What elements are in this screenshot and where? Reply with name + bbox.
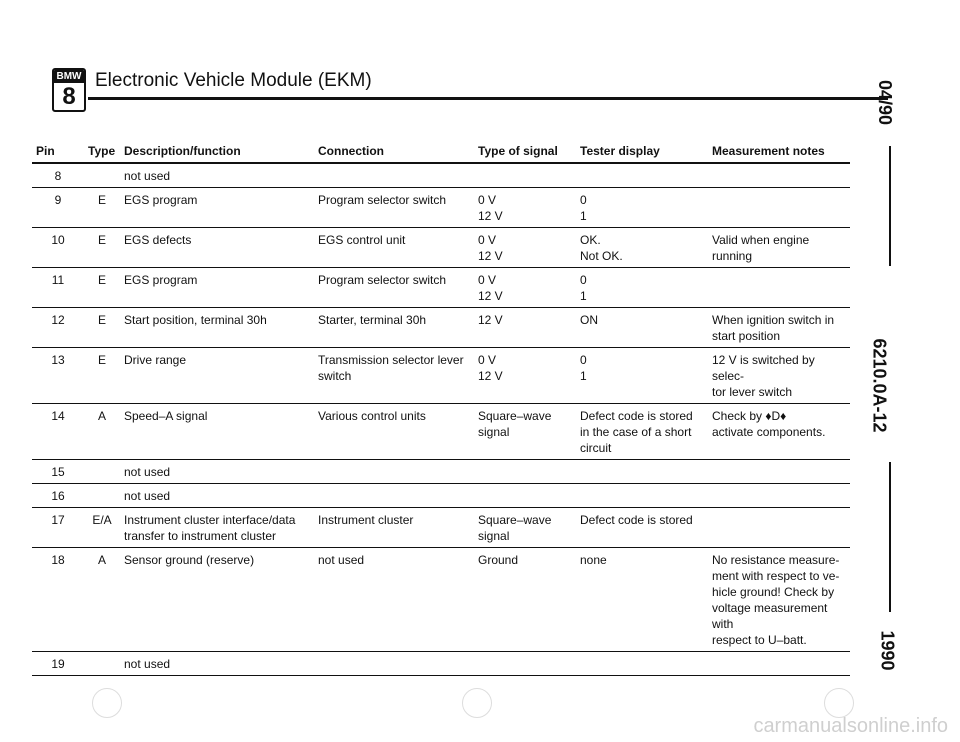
cell-line: 12 V	[478, 313, 503, 327]
cell-line: Transmission selector lever	[318, 353, 464, 367]
notes-cell	[708, 308, 850, 348]
description-cell	[120, 348, 314, 404]
type-cell	[84, 228, 120, 268]
cell-line: start position	[712, 329, 781, 343]
notes-cell	[708, 163, 850, 188]
table-body	[32, 163, 850, 676]
tester-cell	[576, 404, 708, 460]
cell-line: Speed–A signal	[124, 409, 208, 423]
cell-line: hicle ground! Check by	[712, 585, 835, 599]
cell-line: not used	[124, 489, 171, 503]
cell-line: 19	[51, 657, 65, 671]
table-row	[32, 308, 850, 348]
cell-line: 15	[51, 465, 65, 479]
notes-cell	[708, 348, 850, 404]
notes-cell	[708, 548, 850, 652]
signal-cell	[474, 652, 576, 676]
sidebar-page-code: 6210.0A-12	[869, 338, 890, 433]
connection-cell	[314, 308, 474, 348]
description-cell	[120, 460, 314, 484]
cell-line: Ground	[478, 553, 519, 567]
column-header: Measurement notes	[708, 141, 850, 163]
cell-line: ment with respect to ve-	[712, 569, 840, 583]
cell-line: E/A	[92, 513, 112, 527]
sidebar-divider	[889, 462, 891, 612]
connection-cell	[314, 268, 474, 308]
signal-cell	[474, 163, 576, 188]
tester-cell	[576, 188, 708, 228]
cell-line: E	[97, 193, 106, 207]
pin-cell	[32, 268, 84, 308]
binder-hole	[824, 688, 854, 718]
connection-cell	[314, 228, 474, 268]
cell-line: EGS defects	[124, 233, 192, 247]
table-row	[32, 228, 850, 268]
logo-number: 8	[62, 83, 76, 110]
cell-line: E	[97, 313, 106, 327]
cell-line: signal	[478, 425, 510, 439]
cell-line: 9	[54, 193, 62, 207]
tester-cell	[576, 460, 708, 484]
cell-line: When ignition switch in	[712, 313, 835, 327]
column-header: Pin	[32, 141, 84, 163]
type-cell	[84, 308, 120, 348]
tester-cell	[576, 484, 708, 508]
tester-cell	[576, 652, 708, 676]
cell-line: 8	[54, 169, 62, 183]
cell-line: 1	[580, 369, 587, 383]
cell-line: Defect code is stored	[580, 513, 693, 527]
sidebar-date: 04/90	[875, 79, 896, 126]
cell-line: 12 V	[478, 209, 503, 223]
notes-cell	[708, 268, 850, 308]
cell-line: A	[97, 409, 106, 423]
title-rule	[88, 97, 888, 100]
type-cell	[84, 404, 120, 460]
notes-cell	[708, 404, 850, 460]
column-header: Tester display	[576, 141, 708, 163]
connection-cell	[314, 652, 474, 676]
pin-cell	[32, 460, 84, 484]
tester-cell	[576, 308, 708, 348]
signal-cell	[474, 460, 576, 484]
table-row	[32, 348, 850, 404]
cell-line: Valid when engine running	[712, 233, 810, 263]
connection-cell	[314, 460, 474, 484]
sidebar	[868, 70, 912, 690]
cell-line: respect to U–batt.	[712, 633, 807, 647]
column-header: Type	[84, 141, 120, 163]
cell-line: Program selector switch	[318, 273, 447, 287]
pin-cell	[32, 652, 84, 676]
tester-cell	[576, 348, 708, 404]
cell-line: 1	[580, 289, 587, 303]
cell-line: not used	[124, 465, 171, 479]
tester-cell	[576, 548, 708, 652]
cell-line: not used	[124, 169, 171, 183]
cell-line: Program selector switch	[318, 193, 447, 207]
cell-line: 11	[51, 273, 65, 287]
cell-line: EGS program	[124, 273, 198, 287]
pin-cell	[32, 228, 84, 268]
cell-line: tor lever switch	[712, 385, 793, 399]
cell-line: A	[97, 553, 106, 567]
table-row	[32, 163, 850, 188]
signal-cell	[474, 548, 576, 652]
cell-line: EGS program	[124, 193, 198, 207]
cell-line: No resistance measure-	[712, 553, 840, 567]
cell-line: Instrument cluster interface/data	[124, 513, 296, 527]
cell-line: EGS control unit	[318, 233, 406, 247]
cell-line: 12 V is switched by selec-	[712, 353, 815, 383]
signal-cell	[474, 188, 576, 228]
description-cell	[120, 163, 314, 188]
logo-brand: BMW	[54, 70, 84, 83]
table-row	[32, 188, 850, 228]
cell-line: 0 V	[478, 273, 497, 287]
cell-line: activate components.	[712, 425, 826, 439]
binder-hole	[92, 688, 122, 718]
description-cell	[120, 484, 314, 508]
sidebar-year: 1990	[877, 630, 898, 671]
cell-line: Instrument cluster	[318, 513, 414, 527]
table-row	[32, 460, 850, 484]
description-cell	[120, 228, 314, 268]
watermark: carmanualsonline.info	[753, 715, 948, 737]
bmw-logo	[52, 68, 86, 112]
notes-cell	[708, 484, 850, 508]
table-row	[32, 508, 850, 548]
signal-cell	[474, 228, 576, 268]
cell-line: 0 V	[478, 193, 497, 207]
pin-cell	[32, 308, 84, 348]
cell-line: Starter, terminal 30h	[318, 313, 427, 327]
cell-line: 14	[51, 409, 65, 423]
cell-line: E	[97, 273, 106, 287]
cell-line: Drive range	[124, 353, 187, 367]
pin-cell	[32, 188, 84, 228]
cell-line: 13	[51, 353, 65, 367]
cell-line: 17	[51, 513, 65, 527]
table-row	[32, 484, 850, 508]
cell-line: 0	[580, 193, 587, 207]
cell-line: 12 V	[478, 289, 503, 303]
signal-cell	[474, 308, 576, 348]
notes-cell	[708, 228, 850, 268]
cell-line: 0 V	[478, 233, 497, 247]
cell-line: none	[580, 553, 607, 567]
type-cell	[84, 548, 120, 652]
cell-line: transfer to instrument cluster	[124, 529, 277, 543]
table-row	[32, 268, 850, 308]
connection-cell	[314, 404, 474, 460]
pin-cell	[32, 548, 84, 652]
signal-cell	[474, 268, 576, 308]
cell-line: Sensor ground (reserve)	[124, 553, 255, 567]
description-cell	[120, 508, 314, 548]
cell-line: in the case of a short	[580, 425, 692, 439]
cell-line: Square–wave	[478, 409, 552, 423]
table-row	[32, 652, 850, 676]
cell-line: voltage measurement with	[712, 601, 828, 631]
column-header: Connection	[314, 141, 474, 163]
cell-line: switch	[318, 369, 352, 383]
cell-line: 12 V	[478, 369, 503, 383]
cell-line: Various control units	[318, 409, 426, 423]
cell-line: 10	[51, 233, 65, 247]
connection-cell	[314, 484, 474, 508]
notes-cell	[708, 652, 850, 676]
type-cell	[84, 460, 120, 484]
page-title: Electronic Vehicle Module (EKM)	[95, 70, 372, 91]
cell-line: E	[97, 233, 106, 247]
signal-cell	[474, 484, 576, 508]
notes-cell	[708, 460, 850, 484]
pin-cell	[32, 508, 84, 548]
signal-cell	[474, 508, 576, 548]
cell-line: E	[97, 353, 106, 367]
description-cell	[120, 652, 314, 676]
cell-line: Not OK.	[580, 249, 623, 263]
pin-cell	[32, 404, 84, 460]
pin-cell	[32, 163, 84, 188]
description-cell	[120, 548, 314, 652]
type-cell	[84, 484, 120, 508]
tester-cell	[576, 508, 708, 548]
cell-line: 0	[580, 353, 587, 367]
type-cell	[84, 348, 120, 404]
table-header-row	[32, 141, 850, 163]
column-header: Description/function	[120, 141, 314, 163]
cell-line: Square–wave	[478, 513, 552, 527]
cell-line: 18	[51, 553, 65, 567]
connection-cell	[314, 163, 474, 188]
tester-cell	[576, 228, 708, 268]
pin-cell	[32, 484, 84, 508]
table-row	[32, 404, 850, 460]
type-cell	[84, 652, 120, 676]
cell-line: Check by ♦D♦	[712, 409, 787, 423]
cell-line: 12	[51, 313, 65, 327]
cell-line: circuit	[580, 441, 612, 455]
pin-table	[32, 141, 850, 676]
connection-cell	[314, 348, 474, 404]
description-cell	[120, 268, 314, 308]
tester-cell	[576, 268, 708, 308]
type-cell	[84, 163, 120, 188]
description-cell	[120, 308, 314, 348]
cell-line: ON	[580, 313, 598, 327]
column-header: Type of signal	[474, 141, 576, 163]
cell-line: 16	[51, 489, 65, 503]
type-cell	[84, 268, 120, 308]
cell-line: Defect code is stored	[580, 409, 693, 423]
cell-line: signal	[478, 529, 510, 543]
cell-line: not used	[318, 553, 365, 567]
sidebar-divider	[889, 146, 891, 266]
connection-cell	[314, 548, 474, 652]
cell-line: 12 V	[478, 249, 503, 263]
connection-cell	[314, 508, 474, 548]
binder-hole	[462, 688, 492, 718]
tester-cell	[576, 163, 708, 188]
connection-cell	[314, 188, 474, 228]
cell-line: not used	[124, 657, 171, 671]
type-cell	[84, 508, 120, 548]
cell-line: 1	[580, 209, 587, 223]
signal-cell	[474, 348, 576, 404]
description-cell	[120, 188, 314, 228]
notes-cell	[708, 508, 850, 548]
cell-line: 0	[580, 273, 587, 287]
description-cell	[120, 404, 314, 460]
cell-line: OK.	[580, 233, 601, 247]
cell-line: Start position, terminal 30h	[124, 313, 267, 327]
type-cell	[84, 188, 120, 228]
cell-line: 0 V	[478, 353, 497, 367]
pin-cell	[32, 348, 84, 404]
signal-cell	[474, 404, 576, 460]
notes-cell	[708, 188, 850, 228]
table-row	[32, 548, 850, 652]
